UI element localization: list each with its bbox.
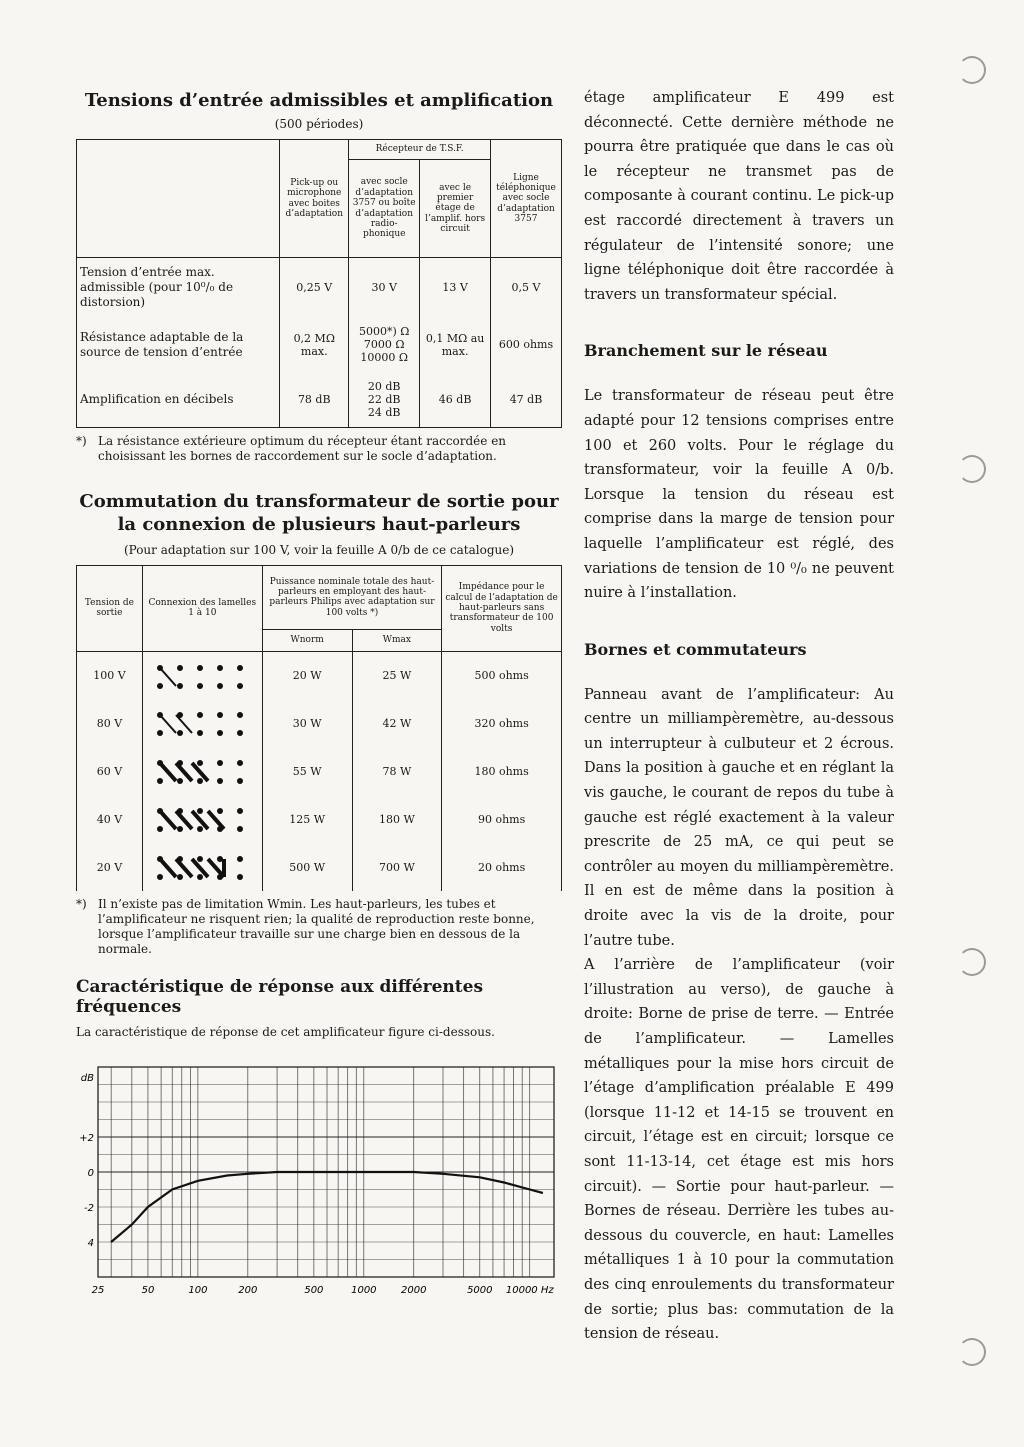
left-column: [76, 86, 562, 1299]
table1-header-premier: avec le premier étage de l’amplif. hors circuit: [420, 160, 491, 258]
table2-header-tension: Tension de sortie: [77, 565, 143, 651]
input-voltage-table-body: [76, 139, 562, 428]
table1-row-label: Tension d’entrée max. admissible (pour 10⁰/₀ de distorsion): [77, 258, 280, 318]
table2-row: [77, 843, 562, 891]
chart-x-tick-label: 25: [91, 1285, 105, 1297]
table1-cell: 46 dB: [420, 372, 491, 428]
right-paragraph-1: étage amplificateur E 499 est déconnecté. Cette dernière méthode ne pourra être pratiquée que dans le cas où le récepteur ne transmet pas de composante à courant continu. Le pick-up est raccordé directement à travers un régulateur de l’intensité sonore; une ligne téléphonique doit être raccordée à travers un transformateur spécial.: [584, 90, 894, 303]
table2-cell-connexion: [142, 795, 262, 843]
chart-x-tick-label: 1000: [351, 1285, 377, 1297]
table2-row: [77, 699, 562, 747]
footnote-marker: *): [76, 434, 87, 448]
chart-y-tick-label: -2: [84, 1203, 94, 1215]
table2-row: [77, 795, 562, 843]
table1-cell: 30 V: [349, 258, 420, 318]
lamelle-connection-diagram: [150, 799, 254, 839]
table1-group-header-radio: Récepteur de T.S.F.: [349, 140, 491, 160]
table2-cell-connexion: [142, 651, 262, 699]
table2-cell-tension: 20 V: [77, 843, 143, 891]
table2-header-impedance: Impédance pour le calcul de l’adaptation de haut-parleurs sans transformateur de 100 volts: [442, 565, 562, 651]
heading-bornes: Bornes et commutateurs: [584, 639, 807, 659]
response-title: Caractéristique de réponse aux différentes fréquences: [76, 977, 484, 1018]
frequency-response-chart: [76, 1049, 566, 1299]
table2-header-wmax: Wmax: [352, 629, 442, 651]
table1-cell: 20 dB 22 dB 24 dB: [349, 372, 420, 428]
table2-cell-wnorm: 55 W: [262, 747, 352, 795]
lamelle-connection-diagram: [150, 656, 254, 696]
punch-hole-icon: [958, 1338, 986, 1366]
table2-cell-connexion: [142, 747, 262, 795]
table1-cell: 13 V: [420, 258, 491, 318]
table1-header-ligne: Ligne téléphonique avec socle d’adaptation 3757: [491, 140, 562, 258]
right-paragraph-3: Panneau avant de l’amplificateur: Au centre un milliampèremètre, au-dessous un interrupteur à culbuteur et 2 écrous. Dans la position à gauche et en réglant la vis gauche, le courant de repos du tube à gauche est réglé exactement à la valeur prescrite de 25 mA, ce qui peut se contrôler au moyen du milliampèremètre. Il en est de même dans la position à droite avec la vis de la droite, pour l’autre tube.: [584, 686, 894, 949]
chart-x-tick-label: 50: [141, 1285, 155, 1297]
table2-header-connexion: Connexion des lamelles 1 à 10: [142, 565, 262, 651]
table1-cell: 0,2 MΩ max.: [280, 318, 349, 372]
table2-cell-tension: 40 V: [77, 795, 143, 843]
table1-cell: 600 ohms: [491, 318, 562, 372]
table1-row-label: Amplification en décibels: [77, 372, 280, 428]
table2-subtitle: (Pour adaptation sur 100 V, voir la feuille A 0/b de ce catalogue): [123, 542, 515, 557]
lamelle-connection-diagram: [150, 847, 254, 887]
output-switching-table: [76, 565, 562, 892]
chart-x-tick-label: 10000 Hz: [505, 1285, 554, 1297]
table2-cell-connexion: [142, 699, 262, 747]
table1-row-label: Résistance adaptable de la source de tension d’entrée: [77, 318, 280, 372]
footnote-text: Il n’existe pas de limitation Wmin. Les haut-parleurs, les tubes et l’amplificateur ne risquent rien; la qualité de reproduction reste bonne, lorsque l’amplificateur travaille sur une charge bien en dessous de la normale.: [98, 897, 535, 957]
punch-hole-icon: [958, 948, 986, 976]
table2-cell-wmax: 25 W: [352, 651, 442, 699]
table2-title: Commutation du transformateur de sortie pour la connexion de plusieurs haut-parleurs: [79, 491, 559, 536]
table2-header-puissance: Puissance nominale totale des haut-parleurs en employant des haut-parleurs Philips avec adaptation sur 100 volts *): [262, 565, 441, 629]
table2-row: [77, 651, 562, 699]
table1-subtitle: (500 périodes): [274, 117, 364, 131]
frequency-response-svg: [76, 1049, 566, 1299]
table1-footnote: [76, 434, 562, 464]
footnote-text: La résistance extérieure optimum du récepteur étant raccordée en choisissant les bornes de raccordement sur le socle d’adaptation.: [98, 434, 507, 463]
table1-header-pickup: Pick-up ou microphone avec boites d’adaptation: [280, 140, 349, 258]
table1-title: Tensions d’entrée admissibles et amplification: [84, 90, 554, 111]
punch-hole-icon: [958, 455, 986, 483]
table2-footnote: [76, 897, 562, 957]
table2-cell-wnorm: 125 W: [262, 795, 352, 843]
table2-cell-tension: 80 V: [77, 699, 143, 747]
table2-header-wnorm: Wnorm: [262, 629, 352, 651]
table2-cell-wnorm: 500 W: [262, 843, 352, 891]
table2-cell-wmax: 42 W: [352, 699, 442, 747]
chart-y-axis-label: dB: [80, 1073, 94, 1085]
table2-cell-impedance: 90 ohms: [442, 795, 562, 843]
lamelle-connection-diagram: [150, 751, 254, 791]
table2-cell-impedance: 20 ohms: [442, 843, 562, 891]
chart-x-tick-label: 500: [304, 1285, 324, 1297]
table2-cell-tension: 60 V: [77, 747, 143, 795]
response-intro: La caractéristique de réponse de cet amplificateur figure ci-dessous.: [76, 1025, 495, 1040]
table1-cell: 0,25 V: [280, 258, 349, 318]
right-paragraph-2: Le transformateur de réseau peut être adapté pour 12 tensions comprises entre 100 et 260 volts. Pour le réglage du transformateur, voir la feuille A 0/b. Lorsque la tension du réseau est comprise dans la marge de tension pour laquelle l’amplificateur est réglé, des variations de tension de 10 ⁰/₀ ne peuvent nuire à l’installation.: [584, 388, 894, 602]
table2-cell-wmax: 700 W: [352, 843, 442, 891]
chart-y-tick-label: 0: [87, 1168, 94, 1180]
chart-x-tick-label: 200: [238, 1285, 258, 1297]
table2-cell-connexion: [142, 843, 262, 891]
table2-cell-wmax: 180 W: [352, 795, 442, 843]
chart-x-tick-label: 2000: [401, 1285, 427, 1297]
chart-y-tick-label: +2: [79, 1133, 94, 1145]
chart-x-tick-label: 5000: [467, 1285, 493, 1297]
footnote-marker: *): [76, 897, 87, 912]
table2-cell-wnorm: 20 W: [262, 651, 352, 699]
table1-cell: 78 dB: [280, 372, 349, 428]
table1-cell: 47 dB: [491, 372, 562, 428]
right-column: [584, 86, 894, 1347]
table2-cell-impedance: 320 ohms: [442, 699, 562, 747]
table2-cell-impedance: 500 ohms: [442, 651, 562, 699]
right-paragraph-4: A l’arrière de l’amplificateur (voir l’illustration au verso), de gauche à droite: Borne de prise de terre. — Entrée de l’amplificateur. — Lamelles métalliques pour la mise hors circuit de l’étage d’amplification préalable E 499 (lorsque 11-12 et 14-15 se trouvent en circuit, l’étage est en circuit; lorsque ce sont 11-13-14, cet étage est mis hors circuit). — Sortie pour haut-parleur. — Bornes de réseau. Derrière les tubes au-dessous du couvercle, en haut: Lamelles métalliques 1 à 10 pour la commutation des cinq enroulements du transformateur de sortie; plus bas: commutation de la tension de réseau.: [584, 957, 894, 1343]
lamelle-connection-diagram: [150, 703, 254, 743]
table1-cell: 0,1 MΩ au max.: [420, 318, 491, 372]
chart-x-tick-label: 100: [188, 1285, 208, 1297]
heading-branchement: Branchement sur le réseau: [584, 341, 828, 361]
punch-hole-icon: [958, 56, 986, 84]
table2-cell-impedance: 180 ohms: [442, 747, 562, 795]
chart-y-tick-label: 4: [87, 1238, 94, 1250]
table2-cell-wmax: 78 W: [352, 747, 442, 795]
table1-cell: 0,5 V: [491, 258, 562, 318]
table1-header-socle: avec socle d’adaptation 3757 ou boîte d’adaptation radio-phonique: [349, 160, 420, 258]
table2-cell-tension: 100 V: [77, 651, 143, 699]
table2-cell-wnorm: 30 W: [262, 699, 352, 747]
table1-cell: 5000*) Ω 7000 Ω 10000 Ω: [349, 318, 420, 372]
table2-row: [77, 747, 562, 795]
